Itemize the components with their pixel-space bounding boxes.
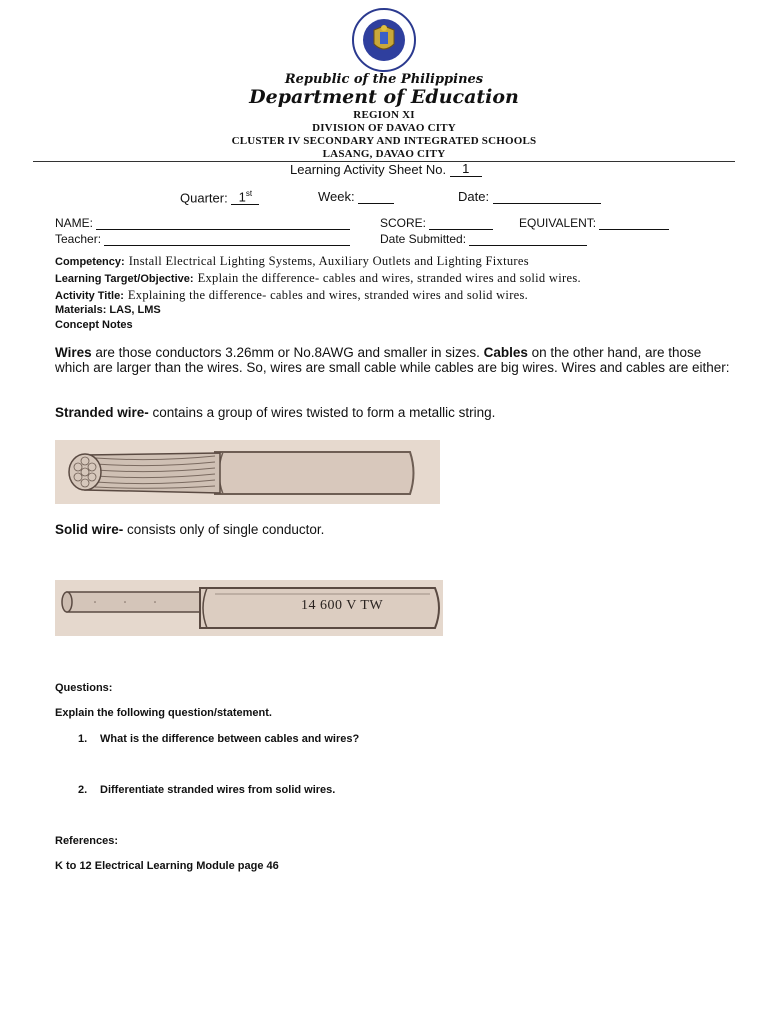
sheet-title: Learning Activity Sheet No. <box>290 162 447 177</box>
question-number: 1. <box>78 733 88 745</box>
quarter-value: 1 <box>238 189 246 205</box>
question-text: Differentiate stranded wires from solid wires. <box>100 784 336 796</box>
solid-wire-image <box>55 580 443 636</box>
name-field <box>55 216 350 230</box>
location-heading: LASANG, DAVAO CITY <box>322 148 446 160</box>
quarter-label: Quarter: <box>180 190 228 206</box>
solid-text: consists only of single conductor. <box>123 522 325 537</box>
competency-row <box>55 252 529 270</box>
date-label: Date: <box>458 189 490 204</box>
week-input-line[interactable] <box>358 203 394 204</box>
question-item <box>78 784 335 796</box>
stranded-wire-image <box>55 440 440 504</box>
date-field <box>458 189 601 204</box>
concept-notes-heading: Concept Notes <box>55 319 133 331</box>
competency-value: Install Electrical Lighting Systems, Auxiliary Outlets and Lighting Fixtures <box>128 254 529 268</box>
reference-item: K to 12 Electrical Learning Module page 46 <box>55 860 279 872</box>
department-heading: Department of Education <box>249 86 519 108</box>
solid-paragraph <box>55 522 735 537</box>
cluster-heading: CLUSTER IV SECONDARY AND INTEGRATED SCHOOLS <box>231 135 537 147</box>
cables-term: Cables <box>483 345 528 360</box>
score-field <box>380 216 493 230</box>
republic-heading: Republic of the Philippines <box>284 72 484 87</box>
target-value: Explain the difference- cables and wires, stranded wires and solid wires. <box>197 271 581 285</box>
target-label: Learning Target/Objective: <box>55 273 194 285</box>
target-row <box>55 269 581 287</box>
date-input-line[interactable] <box>493 203 601 204</box>
equivalent-label: EQUIVALENT: <box>519 216 597 230</box>
stranded-text: contains a group of wires twisted to form a metallic string. <box>148 405 496 420</box>
sheet-number: 1 <box>450 161 482 177</box>
stranded-term: Stranded wire- <box>55 405 149 420</box>
quarter-sup: st <box>245 189 253 198</box>
teacher-field <box>55 232 350 246</box>
questions-heading: Questions: <box>55 682 113 694</box>
date-submitted-input-line[interactable] <box>469 245 587 246</box>
division-heading: DIVISION OF DAVAO CITY <box>312 122 456 134</box>
date-submitted-field <box>380 232 587 246</box>
materials-row: Materials: LAS, LMS <box>55 304 161 316</box>
name-label: NAME: <box>55 216 94 230</box>
equivalent-field <box>519 216 669 230</box>
question-item <box>78 733 359 745</box>
activity-value: Explaining the difference- cables and wires, stranded wires and solid wires. <box>127 288 529 302</box>
name-input-line[interactable] <box>96 229 350 230</box>
question-text: What is the difference between cables and wires? <box>100 733 360 745</box>
references-heading: References: <box>55 835 118 847</box>
teacher-label: Teacher: <box>55 232 102 246</box>
stranded-paragraph <box>55 405 735 420</box>
deped-seal <box>352 8 416 72</box>
question-number: 2. <box>78 784 88 796</box>
score-label: SCORE: <box>380 216 427 230</box>
wires-term: Wires <box>55 345 92 360</box>
solid-wire-marking: 14 600 V TW <box>301 598 384 613</box>
score-input-line[interactable] <box>429 229 493 230</box>
wires-text-2: on the other hand, are those which are larger than the wires. So, wires are small cable while cables are big wires. Wires and cables are either: <box>55 345 730 375</box>
wires-text-1: are those conductors 3.26mm or No.8AWG and smaller in sizes. <box>91 345 484 360</box>
wires-paragraph <box>55 345 735 375</box>
solid-term: Solid wire- <box>55 522 124 537</box>
teacher-input-line[interactable] <box>104 245 350 246</box>
week-label: Week: <box>318 189 355 204</box>
equivalent-input-line[interactable] <box>599 229 669 230</box>
sheet-title-row <box>290 161 482 177</box>
quarter-field <box>180 189 259 205</box>
competency-label: Competency: <box>55 256 125 268</box>
activity-label: Activity Title: <box>55 290 124 302</box>
date-submitted-label: Date Submitted: <box>380 232 467 246</box>
region-heading: REGION XI <box>353 109 415 121</box>
questions-instruction: Explain the following question/statement. <box>55 707 272 719</box>
activity-row <box>55 286 528 304</box>
week-field <box>318 189 394 204</box>
